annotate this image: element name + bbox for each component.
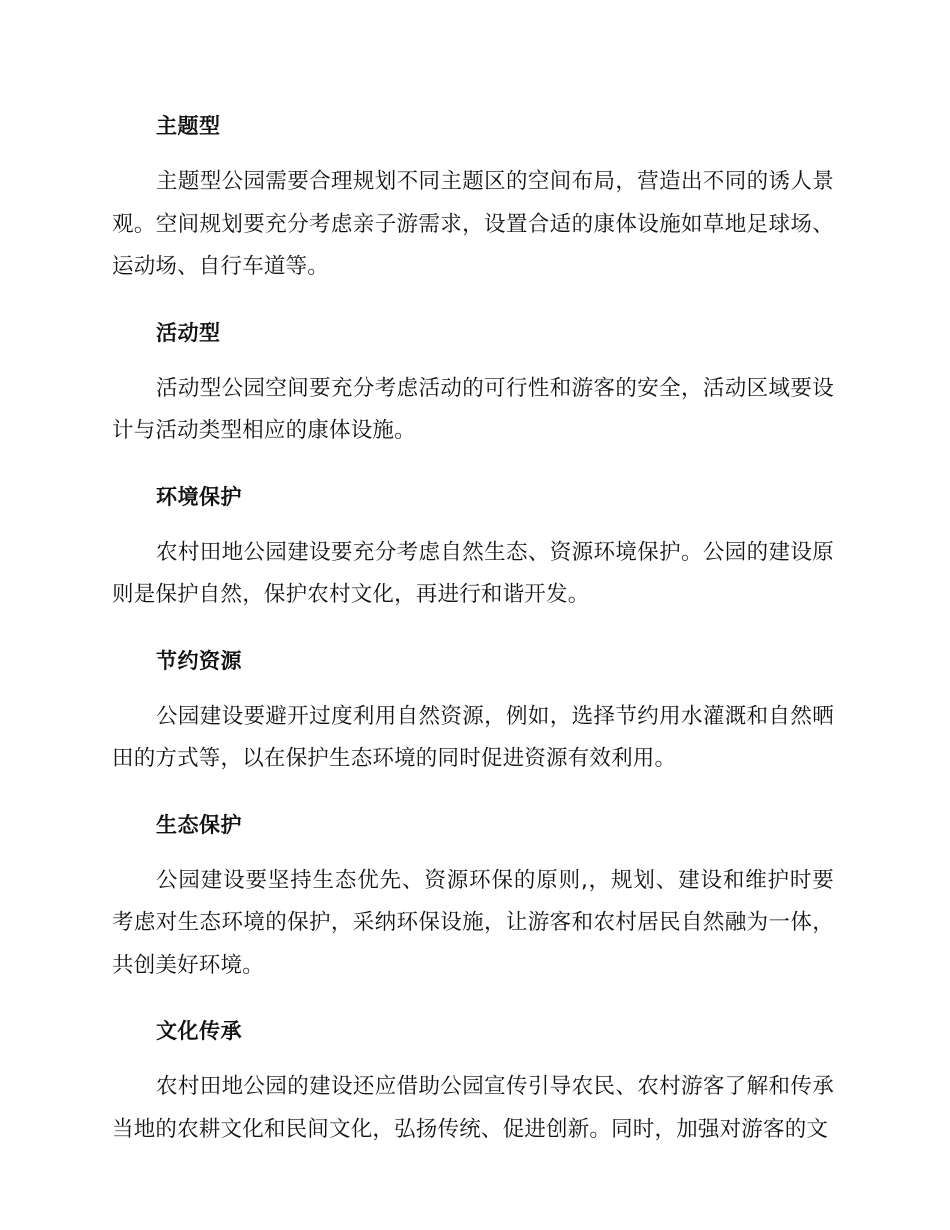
- document-content: [112, 106, 834, 1151]
- section-paragraph: 农村田地公园建设要充分考虑自然生态、资源环境保护。公园的建设原则是保护自然，保护农村文化，再进行和谐开发。: [112, 539, 834, 607]
- section-heading: 主题型: [156, 114, 221, 138]
- section-paragraph: 公园建设要坚持生态优先、资源环保的原则,，规划、建设和维护时要考虑对生态环境的保护，采纳环保设施，让游客和农村居民自然融为一体，共创美好环境。: [112, 867, 834, 978]
- section-paragraph: 活动型公园空间要充分考虑活动的可行性和游客的安全，活动区域要设计与活动类型相应的康体设施。: [112, 375, 834, 443]
- section-paragraph: 农村田地公园的建设还应借助公园宣传引导农民、农村游客了解和传承当地的农耕文化和民间文化，弘扬传统、促进创新。同时，加强对游客的文: [112, 1074, 834, 1142]
- section-resources: [112, 641, 834, 805]
- section-activity: [112, 313, 834, 477]
- section-heading: 节约资源: [156, 648, 242, 673]
- section-paragraph: 公园建设要避开过度利用自然资源，例如，选择节约用水灌溉和自然晒田的方式等，以在保护生态环境的同时促进资源有效利用。: [112, 703, 834, 771]
- section-culture: [112, 1011, 834, 1151]
- section-heading: 活动型: [156, 320, 221, 345]
- section-paragraph: 主题型公园需要合理规划不同主题区的空间布局，营造出不同的诱人景观。空间规划要充分考虑亲子游需求，设置合适的康体设施如草地足球场、运动场、自行车道等。: [112, 169, 834, 279]
- section-environment: [112, 477, 834, 641]
- section-heading: 环境保护: [156, 484, 242, 509]
- section-ecology: [112, 805, 834, 1012]
- section-theme: [112, 106, 834, 313]
- section-heading: 生态保护: [156, 812, 242, 837]
- section-heading: 文化传承: [156, 1019, 242, 1043]
